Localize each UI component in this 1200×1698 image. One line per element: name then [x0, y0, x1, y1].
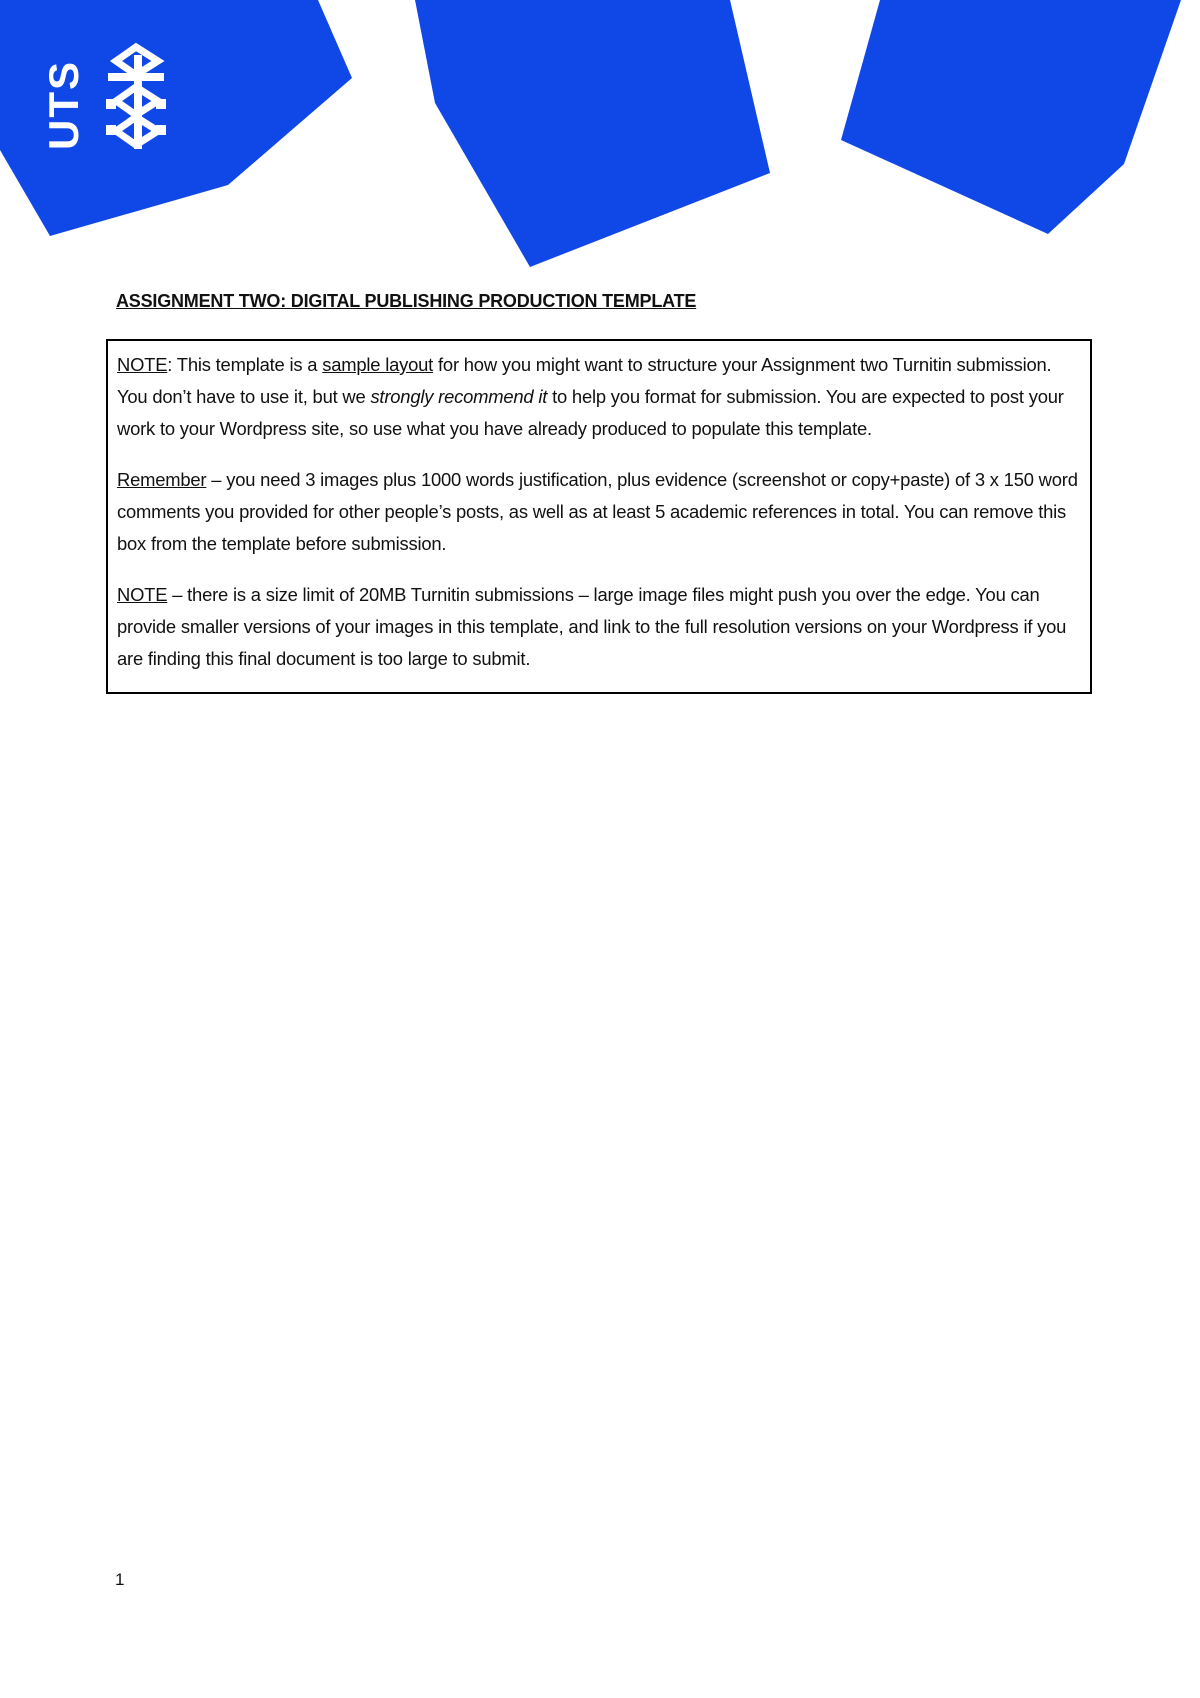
note-label: NOTE	[117, 354, 168, 375]
header-graphic	[0, 0, 1200, 275]
requirements-text: – you need 3 images plus 1000 words justification, plus evidence (screenshot or copy+paste) of 3 x 150 word comments you provided for other people’s posts, as well as at least 5 academic references in total. You can remove this box from the template before submission.	[117, 469, 1078, 554]
remember-label: Remember	[117, 469, 207, 490]
note-paragraph-size-limit	[117, 579, 1081, 675]
uts-logo-wordmark	[40, 60, 87, 150]
template-note-box	[106, 339, 1092, 694]
size-limit-text: – there is a size limit of 20MB Turnitin submissions – large image files might push you over the edge. You can provide smaller versions of your images in this template, and link to the full resolution versions on your Wordpress if you are finding this final document is too large to submit.	[117, 584, 1067, 669]
note-label: NOTE	[117, 584, 168, 605]
page-number: 1	[115, 1570, 125, 1589]
note-text: for how you might want to structure your Assignment two Turnitin submission. You don’t have to use it, but we	[117, 354, 1052, 407]
note-paragraph-layout	[117, 349, 1081, 445]
note-text: to help you format for submission. You are expected to post your work to your Wordpress site, so use what you have already produced to populate this template.	[117, 386, 1064, 439]
note-paragraph-requirements	[117, 464, 1081, 560]
strongly-recommend-phrase: strongly recommend it	[370, 386, 548, 407]
blue-shape-center	[415, 0, 770, 267]
note-text: : This template is a	[167, 354, 323, 375]
svg-text:UTS: UTS	[40, 60, 87, 150]
blue-shape-right	[841, 0, 1181, 234]
uts-logo-emblem	[106, 47, 166, 149]
sample-layout-phrase: sample layout	[322, 354, 434, 375]
document-title: ASSIGNMENT TWO: DIGITAL PUBLISHING PRODUCTION TEMPLATE	[116, 291, 697, 311]
